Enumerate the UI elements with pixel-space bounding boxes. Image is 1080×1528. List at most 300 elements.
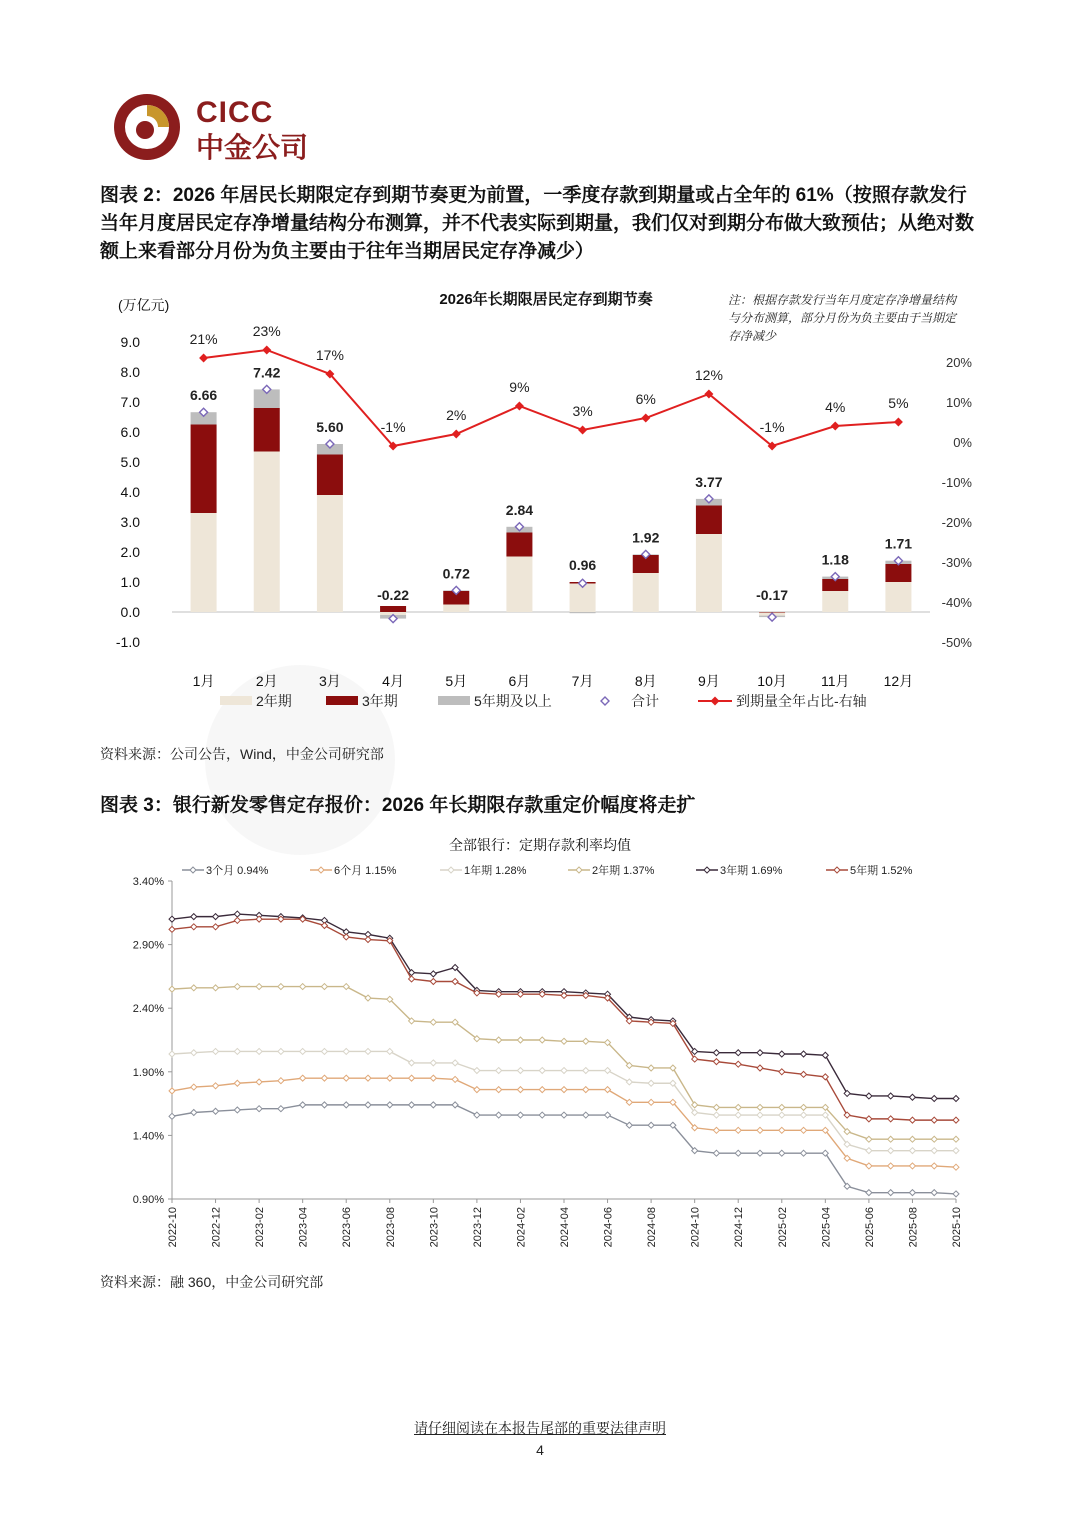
chart1-xtick: 7月: [571, 673, 594, 689]
series-marker: [430, 1060, 436, 1066]
ratio-label: 2%: [446, 407, 467, 423]
chart1-y2tick: -20%: [941, 515, 972, 530]
series-marker: [648, 1122, 654, 1128]
series-marker: [343, 1048, 349, 1054]
chart2-xtick: 2025-04: [820, 1207, 833, 1248]
series-marker: [213, 914, 219, 920]
chart2-xtick: 2022-10: [167, 1207, 179, 1248]
legend-label: 5年期 1.52%: [850, 865, 913, 877]
series-marker: [191, 1084, 197, 1090]
chart1-y2tick: -10%: [941, 475, 972, 490]
chart2-ytick: 1.40%: [132, 1130, 164, 1143]
logo-brand-en: CICC: [196, 96, 274, 129]
series-marker: [321, 984, 327, 990]
series-marker: [735, 1150, 741, 1156]
series-marker: [713, 1127, 719, 1133]
series-marker: [583, 1038, 589, 1044]
chart1-ytick: 2.0: [120, 544, 140, 560]
legend-label: 2年期: [256, 693, 292, 709]
legend-marker: [448, 867, 454, 873]
legend-swatch: [220, 696, 252, 705]
series-marker: [517, 1068, 523, 1074]
series-marker: [343, 1075, 349, 1081]
series-marker: [801, 1104, 807, 1110]
series-marker: [561, 1112, 567, 1118]
legend-label: 3年期 1.69%: [720, 865, 783, 877]
series-marker: [365, 1075, 371, 1081]
legend-label: 合计: [631, 693, 659, 709]
series-marker: [888, 1190, 894, 1196]
series-marker: [757, 1112, 763, 1118]
bar-3年期: [885, 564, 911, 582]
legend-marker: [318, 867, 324, 873]
series-marker: [191, 924, 197, 930]
bar-2年期: [822, 591, 848, 612]
bar-3年期: [317, 455, 343, 496]
series-marker: [866, 1190, 872, 1196]
chart2-xtick: 2022-12: [210, 1207, 223, 1248]
chart1-ytick: 1.0: [120, 574, 140, 590]
series-marker: [757, 1065, 763, 1071]
ratio-label: 3%: [572, 403, 593, 419]
chart1-y2tick: -30%: [941, 555, 972, 570]
series-marker: [844, 1112, 850, 1118]
series-marker: [409, 1102, 415, 1108]
series-marker: [931, 1163, 937, 1169]
series-marker: [953, 1136, 959, 1142]
ratio-marker: [894, 418, 903, 427]
chart1-xtick: 3月: [319, 673, 341, 689]
series-marker: [735, 1061, 741, 1067]
legend-swatch: [326, 696, 358, 705]
legend-marker: [711, 697, 720, 706]
chart1-note-line: 注：根据存款发行当年月度定存净增量结构: [728, 293, 957, 307]
bar-3年期: [191, 425, 217, 514]
chart1-note-line: 存净减少: [728, 329, 777, 343]
series-marker: [605, 1068, 611, 1074]
chart1-y2tick: 0%: [953, 435, 972, 450]
bar-2年期: [633, 573, 659, 612]
series-marker: [561, 1068, 567, 1074]
series-marker: [909, 1148, 915, 1154]
series-marker: [713, 1112, 719, 1118]
chart1-xtick: 12月: [883, 673, 914, 689]
series-marker: [474, 1112, 480, 1118]
series-marker: [169, 1113, 175, 1119]
total-label: 2.84: [505, 501, 534, 518]
ratio-label: 23%: [252, 323, 281, 339]
chart1-xtick: 8月: [634, 673, 657, 689]
ratio-marker: [515, 402, 524, 411]
series-marker: [866, 1116, 872, 1122]
ratio-label: 17%: [315, 347, 344, 363]
series-marker: [888, 1148, 894, 1154]
series-marker: [191, 1110, 197, 1116]
chart2-xtick: 2023-06: [341, 1207, 354, 1248]
figure2-title: 图表 2：2026 年居民长期限定存到期节奏更为前置，一季度存款到期量或占全年的 61%（按照存款发行当年月度居民定存净增量结构分布测算，并不代表实际到期量，我们仅对到期分布做大致预估；从绝对数额上来看部分月份为负主要由于往年当期居民定存净减少）: [100, 185, 975, 262]
chart2-ytick: 3.40%: [132, 876, 164, 888]
chart1-y2tick: 10%: [945, 395, 972, 410]
chart2-xtick: 2023-08: [384, 1207, 397, 1248]
series-marker: [888, 1136, 894, 1142]
total-label: 3.77: [695, 473, 723, 490]
series-marker: [496, 1037, 502, 1043]
bar-2年期: [506, 557, 532, 613]
series-marker: [757, 1127, 763, 1133]
series-marker: [191, 1050, 197, 1056]
series-marker: [452, 1102, 458, 1108]
series-marker: [779, 1051, 785, 1057]
series-marker: [713, 1104, 719, 1110]
series-marker: [365, 937, 371, 943]
series-marker: [278, 1078, 284, 1084]
logo-brand-cn: 中金公司: [196, 132, 309, 163]
series-marker: [234, 911, 240, 917]
series-marker: [909, 1117, 915, 1123]
legend-label: 2年期 1.37%: [592, 865, 655, 877]
series-marker: [300, 1075, 306, 1081]
series-marker: [256, 1106, 262, 1112]
legend-marker: [576, 867, 582, 873]
series-marker: [561, 992, 567, 998]
series-marker: [801, 1127, 807, 1133]
total-label: 6.66: [189, 387, 218, 404]
series-marker: [430, 1019, 436, 1025]
series-marker: [191, 914, 197, 920]
series-marker: [953, 1191, 959, 1197]
series-marker: [496, 1087, 502, 1093]
figure3-title: 图表 3：银行新发零售定存报价：2026 年长期限存款重定价幅度将走扩: [100, 795, 696, 816]
series-marker: [539, 1068, 545, 1074]
series-marker: [365, 995, 371, 1001]
series-marker: [670, 1065, 676, 1071]
series-marker: [517, 1112, 523, 1118]
series-marker: [256, 1048, 262, 1054]
series-marker: [213, 1083, 219, 1089]
chart1-xtick: 6月: [508, 673, 531, 689]
series-marker: [517, 1037, 523, 1043]
series-marker: [213, 1108, 219, 1114]
series-marker: [474, 1068, 480, 1074]
series-marker: [909, 1094, 915, 1100]
chart1-ytick: -1.0: [115, 634, 140, 650]
series-marker: [931, 1096, 937, 1102]
total-label: 1.71: [884, 535, 913, 552]
series-marker: [365, 1048, 371, 1054]
chart1-ytick: 3.0: [120, 514, 140, 530]
chart1-note: [728, 293, 958, 343]
series-marker: [735, 1127, 741, 1133]
series-marker: [300, 1048, 306, 1054]
chart2-xtick: 2025-10: [951, 1207, 963, 1248]
series-marker: [321, 923, 327, 929]
series-marker: [343, 984, 349, 990]
series-marker: [561, 1087, 567, 1093]
series-marker: [931, 1148, 937, 1154]
chart2-xtick: 2024-04: [559, 1207, 571, 1248]
total-label: -0.22: [377, 587, 410, 603]
legend-marker: [704, 867, 710, 873]
series-marker: [234, 984, 240, 990]
chart1-xtick: 10月: [757, 673, 787, 689]
series-marker: [430, 1075, 436, 1081]
chart2-ytick: 1.90%: [132, 1066, 164, 1079]
chart1-ytick: 8.0: [120, 364, 140, 380]
series-marker: [321, 1075, 327, 1081]
series-marker: [953, 1117, 959, 1123]
total-label: 5.60: [316, 419, 344, 435]
ratio-label: 21%: [189, 331, 218, 347]
chart1-xtick: 11月: [820, 673, 850, 689]
ratio-marker: [578, 426, 587, 435]
series-marker: [256, 1079, 262, 1085]
series-marker: [801, 1071, 807, 1077]
series-marker: [953, 1164, 959, 1170]
series-marker: [256, 916, 262, 922]
series-marker: [866, 1136, 872, 1142]
series-marker: [234, 1080, 240, 1086]
bar-3年期: [696, 506, 722, 535]
chart1-title: 2026年长期限居民定存到期节奏: [439, 291, 653, 308]
chart1-ytick: 0.0: [120, 604, 140, 620]
series-marker: [256, 984, 262, 990]
series-marker: [648, 1065, 654, 1071]
series-marker: [213, 985, 219, 991]
series-marker: [605, 1087, 611, 1093]
chart2-ytick: 2.40%: [132, 1003, 164, 1016]
figure2-source: 资料来源：公司公告，Wind，中金公司研究部: [100, 746, 384, 762]
chart2-xtick: 2023-02: [254, 1207, 267, 1248]
series-marker: [169, 1051, 175, 1057]
series-marker: [561, 1038, 567, 1044]
series-marker: [735, 1104, 741, 1110]
ratio-marker: [452, 430, 461, 439]
chart2-xtick: 2025-08: [907, 1207, 920, 1248]
chart2-xtick: 2023-12: [471, 1207, 484, 1248]
chart2-ytick: 0.90%: [132, 1194, 164, 1206]
total-label: 0.72: [442, 565, 470, 582]
figure3-source: 资料来源：融 360，中金公司研究部: [100, 1274, 324, 1290]
series-marker: [866, 1148, 872, 1154]
bar-2年期: [254, 452, 280, 613]
total-label: -0.17: [756, 587, 789, 603]
series-marker: [909, 1136, 915, 1142]
ratio-label: 4%: [825, 399, 846, 415]
bar-2年期: [443, 605, 469, 613]
series-marker: [169, 926, 175, 932]
bar-2年期: [885, 582, 911, 612]
chart1-xtick: 1月: [192, 673, 215, 689]
bar-5年期及以上: [570, 612, 596, 613]
series-marker: [909, 1163, 915, 1169]
series-marker: [801, 1051, 807, 1057]
ratio-marker: [199, 354, 208, 363]
series-marker: [626, 1079, 632, 1085]
chart2-ytick: 2.90%: [132, 939, 164, 952]
chart2-xtick: 2024-06: [602, 1207, 615, 1248]
series-marker: [278, 1048, 284, 1054]
ratio-marker: [262, 346, 271, 355]
series-marker: [234, 917, 240, 923]
chart1-ytick: 7.0: [120, 394, 140, 410]
total-label: 1.18: [821, 551, 849, 568]
series-marker: [866, 1163, 872, 1169]
series-marker: [387, 1102, 393, 1108]
chart1-ylabel: (万亿元): [118, 297, 170, 313]
chart2-xtick: 2024-08: [646, 1207, 659, 1248]
legal-notice-link[interactable]: 请仔细阅读在本报告尾部的重要法律声明: [414, 1420, 666, 1436]
series-marker: [888, 1093, 894, 1099]
series-marker: [953, 1096, 959, 1102]
series-marker: [757, 1150, 763, 1156]
series-marker: [648, 1099, 654, 1105]
series-marker: [801, 1112, 807, 1118]
legend-swatch: [438, 696, 470, 705]
series-marker: [452, 978, 458, 984]
figure2-chart: [100, 280, 980, 720]
series-marker: [387, 1048, 393, 1054]
series-marker: [430, 978, 436, 984]
bar-3年期: [380, 606, 406, 612]
series-marker: [866, 1093, 872, 1099]
chart1-xtick: 5月: [445, 673, 468, 689]
series-marker: [713, 1059, 719, 1065]
series-marker: [626, 1099, 632, 1105]
series-marker: [931, 1136, 937, 1142]
series-marker: [321, 1102, 327, 1108]
series-marker: [409, 1060, 415, 1066]
series-marker: [757, 1050, 763, 1056]
series-marker: [169, 1088, 175, 1094]
series-marker: [300, 1102, 306, 1108]
chart1-xtick: 4月: [382, 673, 404, 689]
series-marker: [779, 1112, 785, 1118]
page-number: 4: [536, 1442, 544, 1458]
series-marker: [583, 1068, 589, 1074]
series-marker: [931, 1117, 937, 1123]
bar-2年期: [696, 534, 722, 612]
series-marker: [779, 1127, 785, 1133]
chart1-y2tick: -50%: [941, 635, 972, 650]
ratio-marker: [641, 414, 650, 423]
chart1-ytick: 9.0: [120, 334, 140, 350]
legend-label: 3年期: [362, 693, 398, 709]
series-marker: [539, 1037, 545, 1043]
series-marker: [234, 1107, 240, 1113]
series-marker: [343, 934, 349, 940]
series-marker: [365, 1102, 371, 1108]
chart2-xtick: 2023-04: [297, 1207, 310, 1248]
legend-marker: [190, 867, 196, 873]
bar-3年期: [506, 533, 532, 557]
series-marker: [343, 1102, 349, 1108]
series-marker: [409, 1075, 415, 1081]
legend-label: 6个月 1.15%: [334, 865, 397, 877]
series-marker: [452, 1076, 458, 1082]
series-marker: [278, 984, 284, 990]
legend-marker: [834, 867, 840, 873]
chart2-xtick: 2023-10: [428, 1207, 441, 1248]
legend-label: 到期量全年占比-右轴: [736, 693, 867, 709]
series-marker: [735, 1050, 741, 1056]
chart2-xtick: 2025-06: [863, 1207, 876, 1248]
series-marker: [822, 1074, 828, 1080]
series-marker: [605, 1112, 611, 1118]
bar-2年期: [317, 495, 343, 612]
series-marker: [822, 1052, 828, 1058]
logo-dot: [136, 121, 154, 139]
series-marker: [953, 1148, 959, 1154]
chart1-y2tick: -40%: [941, 595, 972, 610]
total-label: 0.96: [568, 557, 597, 573]
series-marker: [735, 1112, 741, 1118]
ratio-marker: [831, 422, 840, 431]
series-marker: [278, 1106, 284, 1112]
series-marker: [648, 1080, 654, 1086]
series-marker: [692, 1102, 698, 1108]
ratio-label: 5%: [888, 395, 909, 411]
chart2-xtick: 2024-10: [689, 1207, 702, 1248]
series-marker: [539, 1112, 545, 1118]
series-marker: [387, 1075, 393, 1081]
chart2-title: 全部银行：定期存款利率均值: [449, 837, 631, 853]
series-marker: [452, 1060, 458, 1066]
legend-label: 1年期 1.28%: [464, 865, 527, 877]
ratio-line: [204, 350, 899, 446]
series-marker: [779, 1104, 785, 1110]
chart1-xtick: 2月: [255, 673, 278, 689]
series-marker: [888, 1116, 894, 1122]
chart1-note-line: 与分布测算，部分月份为负主要由于当期定: [728, 311, 957, 325]
legend-label: 3个月 0.94%: [206, 865, 269, 877]
series-marker: [888, 1163, 894, 1169]
series-marker: [757, 1104, 763, 1110]
ratio-label: 12%: [694, 367, 723, 383]
series-marker: [844, 1090, 850, 1096]
ratio-label: -1%: [380, 419, 406, 435]
series-marker: [801, 1150, 807, 1156]
series-marker: [583, 1112, 589, 1118]
chart2-xtick: 2024-12: [733, 1207, 746, 1248]
figure3-chart: [100, 830, 980, 1270]
series-marker: [191, 985, 197, 991]
chart1-ytick: 6.0: [120, 424, 140, 440]
series-marker: [539, 1087, 545, 1093]
series-marker: [169, 986, 175, 992]
series-marker: [779, 1150, 785, 1156]
ratio-label: 6%: [635, 391, 656, 407]
legend-swatch: [601, 697, 609, 705]
series-marker: [213, 1048, 219, 1054]
series-marker: [213, 924, 219, 930]
chart1-ytick: 5.0: [120, 454, 140, 470]
series-marker: [909, 1190, 915, 1196]
series-marker: [321, 1048, 327, 1054]
series-marker: [626, 1122, 632, 1128]
total-label: 1.92: [632, 529, 660, 546]
ratio-label: 9%: [509, 379, 530, 395]
chart2-xtick: 2024-02: [515, 1207, 528, 1248]
series-marker: [496, 1112, 502, 1118]
series-marker: [409, 976, 415, 982]
series-marker: [474, 1087, 480, 1093]
series-marker: [779, 1069, 785, 1075]
chart2-xtick: 2025-02: [776, 1207, 789, 1248]
series-marker: [169, 916, 175, 922]
series-marker: [713, 1150, 719, 1156]
series-marker: [234, 1048, 240, 1054]
series-marker: [430, 971, 436, 977]
